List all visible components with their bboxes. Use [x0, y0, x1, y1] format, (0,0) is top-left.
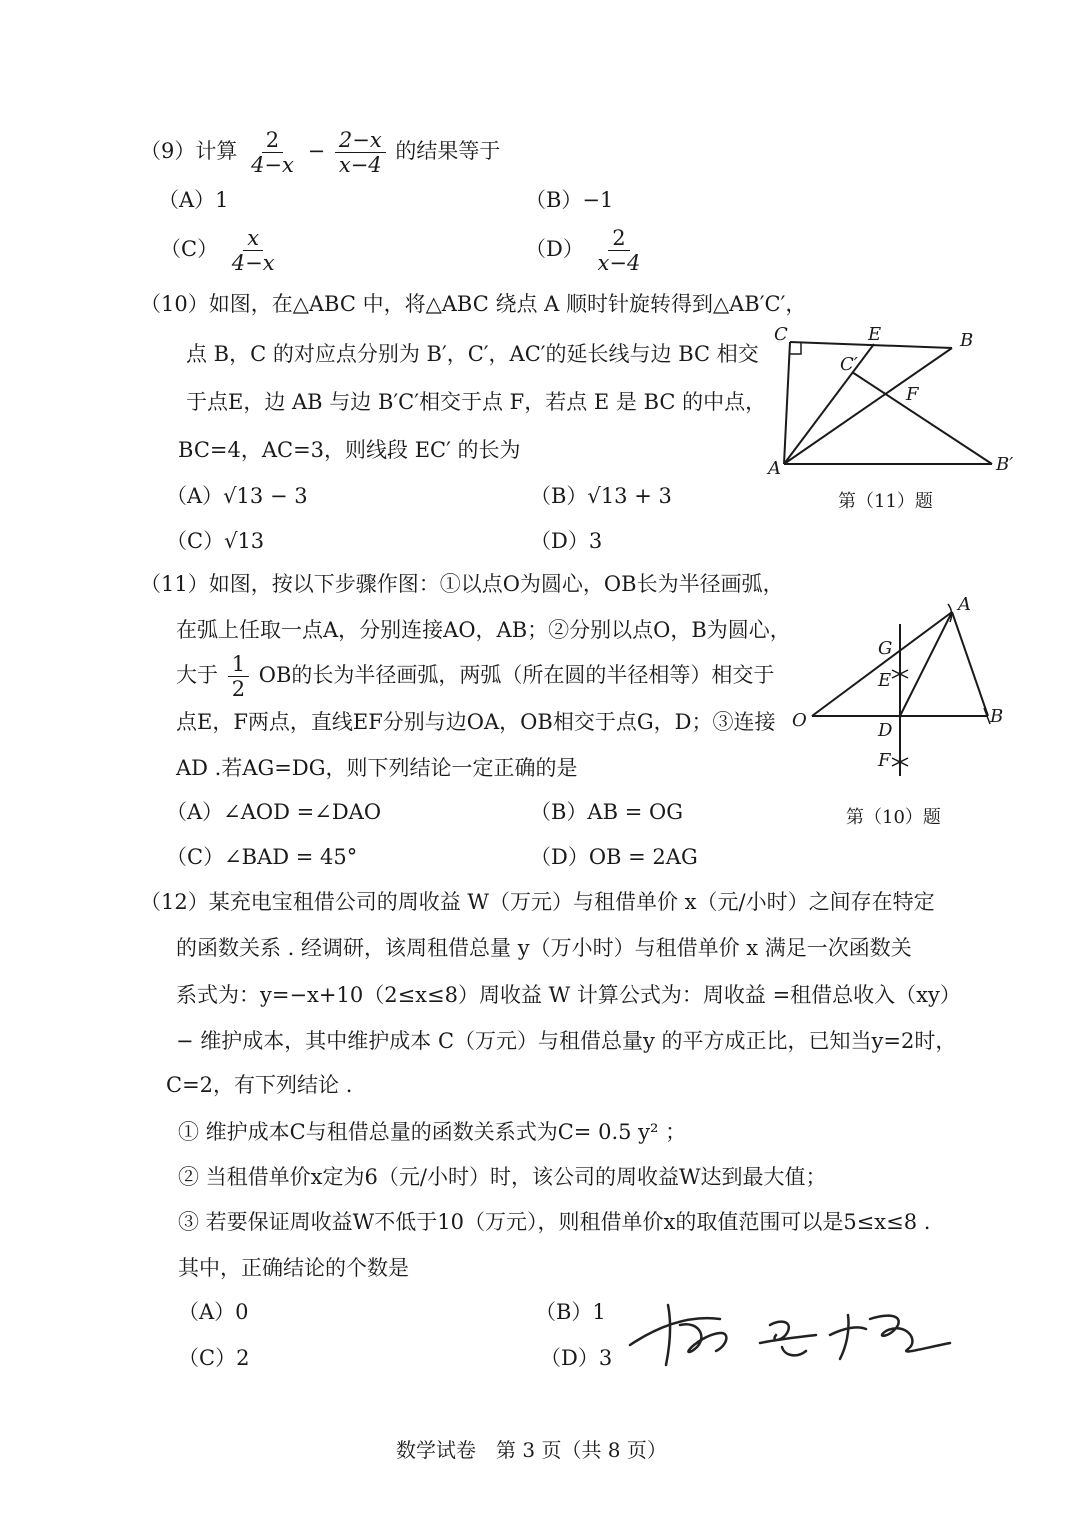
q11-line-1: （11）如图，按以下步骤作图：①以点O为圆心，OB长为半径画弧，: [140, 572, 784, 596]
q11-option-b: （B）AB = OG: [530, 800, 683, 824]
q9-option-b: （B）−1: [525, 188, 614, 212]
q12-line-1: （12）某充电宝租借公司的周收益 W（万元）与租借单价 x（元/小时）之间存在特定: [140, 890, 935, 914]
q11-line-2: 在弧上任取一点A，分别连接AO，AB；②分别以点O，B为圆心，: [176, 618, 791, 642]
q9-fraction-2-den: x−4: [338, 153, 382, 177]
fig-mid-label-d: D: [878, 720, 893, 741]
fig-top-label-e: E: [868, 324, 882, 345]
q12-line-2: 的函数关系 . 经调研，该周租借总量 y（万小时）与租借单价 x 满足一次函数关: [176, 936, 912, 960]
q9-option-d-den: x−4: [597, 251, 641, 275]
q9-option-d-num: 2: [608, 226, 629, 251]
fig-top-caption: 第（11）题: [838, 491, 933, 512]
q12-option-b: （B）1: [535, 1300, 606, 1324]
q11-option-d: （D）OB = 2AG: [530, 845, 698, 869]
fig-mid-label-a: A: [958, 594, 971, 615]
q12-option-c: （C）2: [178, 1346, 250, 1370]
q9-fraction-1: [247, 128, 298, 177]
q11-half-den: 2: [231, 677, 246, 701]
q12-option-d: （D）3: [540, 1346, 613, 1370]
q9-fraction-2: [335, 128, 386, 177]
q12-question: 其中，正确结论的个数是: [178, 1256, 409, 1280]
q11-option-a: （A）∠AOD =∠DAO: [166, 800, 382, 824]
q10-option-b: （B）√13 + 3: [530, 484, 672, 508]
fig-top-label-b-prime: B′: [996, 454, 1014, 475]
q10-option-d: （D）3: [530, 529, 603, 553]
q10-option-a: （A）√13 − 3: [166, 484, 308, 508]
fig-mid-label-g: G: [878, 638, 893, 659]
q12-statement-3: ③ 若要保证周收益W不低于10（万元），则租借单价x的取值范围可以是5≤x≤8 .: [178, 1210, 931, 1234]
q12-statement-1: ① 维护成本C与租借总量的函数关系式为C= 0.5 y² ；: [178, 1120, 687, 1144]
q10-line-1: （10）如图，在△ABC 中，将△ABC 绕点 A 顺时针旋转得到△AB′C′，: [140, 292, 807, 316]
q10-option-c: （C）√13: [166, 529, 265, 553]
fig-top-label-a: A: [768, 458, 781, 479]
fig-mid-label-b: B: [990, 706, 1004, 727]
q9-stem: [140, 128, 500, 177]
handwritten-signature: [620, 1285, 960, 1375]
fig-top-label-c: C: [774, 324, 788, 345]
q12-line-4: − 维护成本，其中维护成本 C（万元）与租借总量y 的平方成正比，已知当y=2时，: [176, 1029, 957, 1053]
q11-line-3: [176, 652, 774, 701]
q9-prefix: （9）计算: [140, 139, 238, 163]
q12-line-5: C=2，有下列结论 .: [166, 1073, 353, 1097]
q9-option-c-num: x: [243, 226, 263, 251]
q10-line-2: 点 B，C 的对应点分别为 B′，C′，AC′的延长线与边 BC 相交: [186, 342, 759, 366]
page-footer: 数学试卷 第 3 页（共 8 页）: [396, 1438, 667, 1462]
fig-top-label-c-prime: C′: [840, 354, 858, 375]
q9-option-d-fraction: [594, 226, 645, 275]
fig-mid-caption: 第（10）题: [846, 807, 941, 828]
q9-option-a: （A）1: [158, 188, 229, 212]
fig-top-label-f: F: [906, 384, 919, 405]
fig-top-label-b: B: [960, 330, 974, 351]
fig-mid-label-f: F: [878, 750, 891, 771]
q12-line-3: 系式为：y=−x+10（2≤x≤8）周收益 W 计算公式为：周收益 =租借总收入（xy）: [176, 983, 961, 1007]
q9-option-d: [525, 226, 647, 275]
fig-mid-label-o: O: [792, 710, 807, 731]
q9-option-c: [160, 226, 282, 275]
q11-line-3-pre: 大于: [176, 663, 218, 687]
q12-statement-2: ② 当租借单价x定为6（元/小时）时，该公司的周收益W达到最大值；: [178, 1165, 827, 1189]
q9-option-c-den: 4−x: [231, 251, 275, 275]
q11-half-fraction: [228, 652, 249, 701]
q9-fraction-1-num: 2: [262, 128, 283, 153]
q11-line-5: AD .若AG=DG，则下列结论一定正确的是: [176, 756, 578, 780]
q11-line-4: 点E，F两点，直线EF分别与边OA，OB相交于点G，D；③连接: [176, 710, 776, 734]
q11-half-num: 1: [228, 652, 249, 677]
q9-option-c-label: （C）: [160, 237, 219, 261]
q9-fraction-1-den: 4−x: [251, 153, 294, 177]
q10-line-4: BC=4，AC=3，则线段 EC′ 的长为: [178, 438, 521, 462]
q9-option-c-fraction: [228, 226, 279, 275]
fig-mid-label-e: E: [878, 670, 892, 691]
q9-suffix: 的结果等于: [395, 139, 501, 163]
q10-line-3: 于点E，边 AB 与边 B′C′相交于点 F，若点 E 是 BC 的中点，: [186, 390, 767, 414]
q12-option-a: （A）0: [178, 1300, 249, 1324]
triangle-rotation-figure: [760, 320, 1030, 480]
q11-line-3-post: OB的长为半径画弧，两弧（所在圆的半径相等）相交于: [258, 663, 775, 687]
perpendicular-bisector-figure: [790, 590, 1020, 780]
q9-fraction-2-num: 2−x: [335, 128, 386, 153]
q11-option-c: （C）∠BAD = 45°: [166, 845, 358, 869]
q9-option-d-label: （D）: [525, 237, 584, 261]
q9-minus: −: [307, 139, 326, 163]
